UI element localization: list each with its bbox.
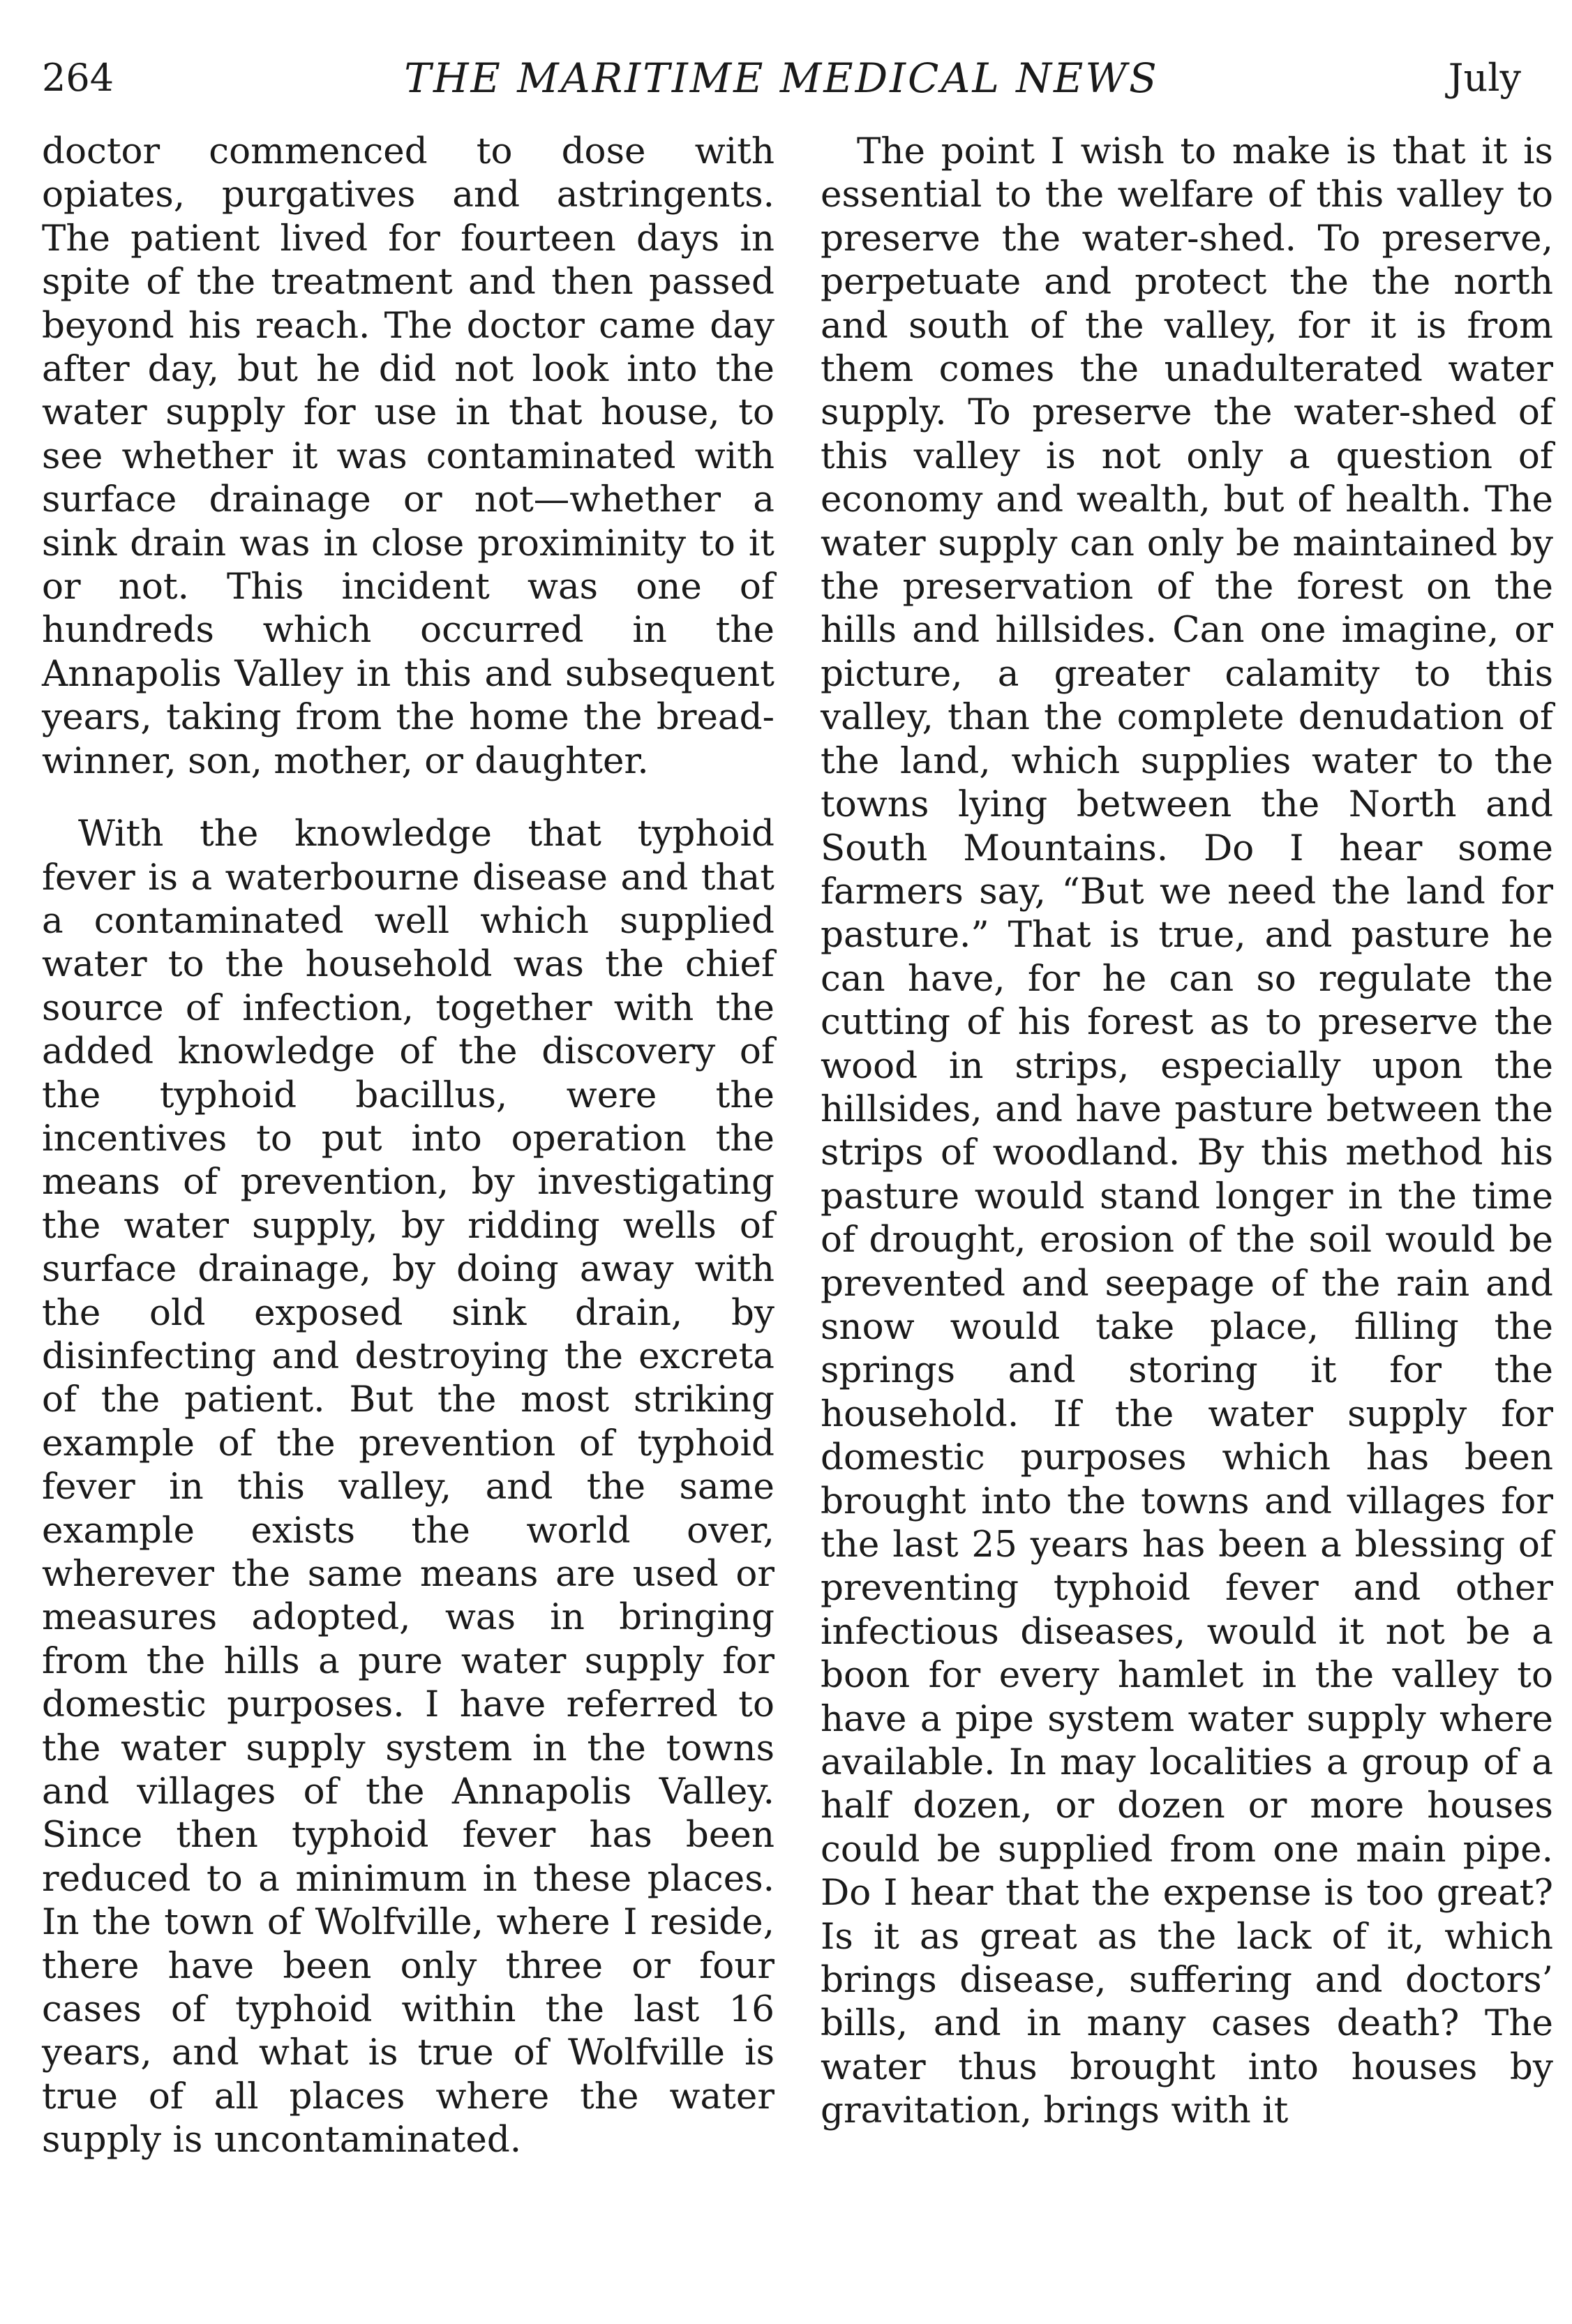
right-column — [821, 130, 1553, 2133]
journal-title: THE MARITIME MEDICAL NEWS — [404, 54, 1159, 102]
paragraph: doctor commenced to dose with opiates, purgatives and astringents. The patient lived for fourteen days in spite of the treatment and then passed beyond his reach. The doctor came day after day, but he did not look into the water supply for use in that house, to see whether it was contaminated with surface drainage or not—whether a sink drain was in close proximinity to it or not. This incident was one of hundreds which occurred in the Annapolis Valley in this and subsequent years, taking from the home the bread-winner, son, mother, or daughter. — [42, 130, 774, 782]
running-head — [42, 50, 1521, 106]
left-column — [42, 130, 774, 2162]
page-number: 264 — [42, 56, 114, 100]
paragraph: The point I wish to make is that it is essential to the welfare of this valley to preserve the water-shed. To preserve, perpetuate and protect the the north and south of the valley, for it is from them comes the unadulterated water supply. To preserve the water-shed of this valley is not only a question of economy and wealth, but of health. The water supply can only be maintained by the preservation of the forest on the hills and hillsides. Can one imagine, or picture, a greater calamity to this valley, than the complete denudation of the land, which supplies water to the towns lying between the North and South Mountains. Do I hear some farmers say, “But we need the land for pasture.” That is true, and pasture he can have, for he can so regulate the cutting of his forest as to preserve the wood in strips, especially upon the hillsides, and have pasture between the strips of woodland. By this method his pasture would stand longer in the time of drought, erosion of the soil would be prevented and seepage of the rain and snow would take place, filling the springs and storing it for the household. If the water supply for domestic purposes which has been brought into the towns and villages for the last 25 years has been a blessing of preventing typhoid fever and other infectious diseases, would it not be a boon for every hamlet in the valley to have a pipe system water supply where available. In may localities a group of a half dozen, or dozen or more houses could be supplied from one main pipe. Do I hear that the expense is too great? Is it as great as the lack of it, which brings disease, suffering and doctors’ bills, and in many cases death? The water thus brought into houses by gravitation, brings with it — [821, 130, 1553, 2132]
issue-month: July — [1448, 56, 1521, 100]
paragraph: With the knowledge that typhoid fever is a waterbourne disease and that a contaminated well which supplied water to the household was the chief source of infection, together with the added knowledge of the discovery of the typhoid bacillus, were the incentives to put into operation the means of prevention, by investigating the water supply, by ridding wells of surface drainage, by doing away with the old exposed sink drain, by disinfecting and destroying the excreta of the patient. But the most striking example of the prevention of typhoid fever in this valley, and the same example exists the world over, wherever the same means are used or measures adopted, was in bringing from the hills a pure water supply for domestic purposes. I have referred to the water supply system in the towns and villages of the Annapolis Valley. Since then typhoid fever has been reduced to a minimum in these places. In the town of Wolfville, where I reside, there have been only three or four cases of typhoid within the last 16 years, and what is true of Wolfville is true of all places where the water supply is uncontaminated. — [42, 813, 774, 2161]
